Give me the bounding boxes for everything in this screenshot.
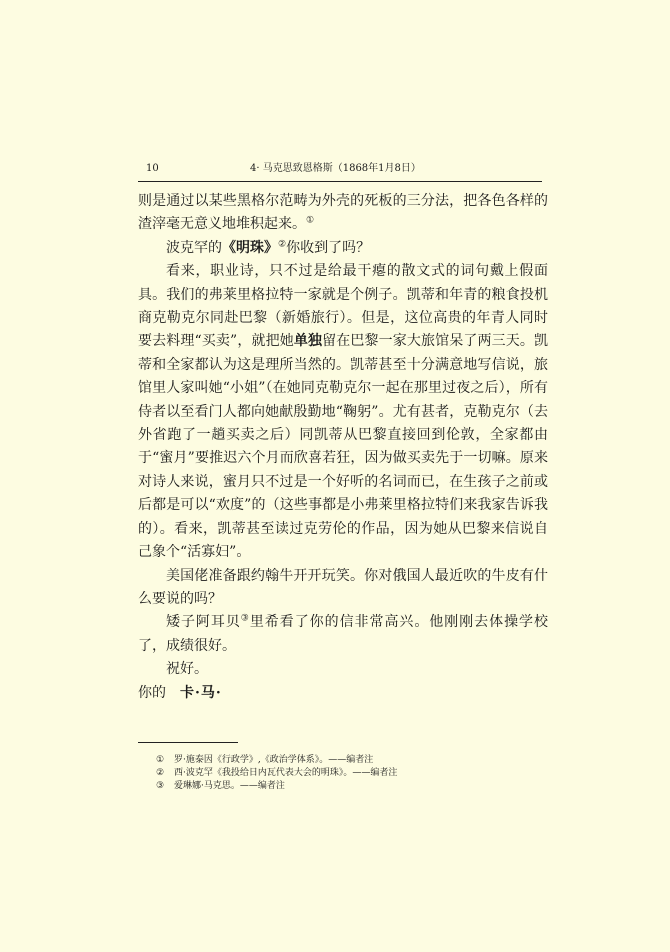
running-title: 4· 马克思致恩格斯（1868年1月8日） — [250, 163, 421, 174]
paragraph-2 — [138, 237, 548, 260]
signature: 卡·马· — [180, 684, 222, 701]
letter-body — [138, 190, 548, 705]
footnote-ref-3[interactable]: ③ — [240, 613, 250, 624]
page-header — [138, 160, 542, 178]
footnote-ref-2[interactable]: ② — [278, 239, 287, 250]
paragraph-4: 美国佬准备跟约翰牛开开玩笑。你对俄国人最近吹的牛皮有什么要说的吗？ — [138, 567, 548, 607]
footnote-text: 爱琳娜·马克思。——编者注 — [174, 781, 285, 791]
footnote-3 — [156, 780, 536, 793]
page-number: 10 — [146, 163, 159, 174]
paragraph-5 — [138, 611, 548, 658]
footnote-1 — [156, 754, 536, 767]
paragraph-2-text-b: 你收到了吗？ — [286, 239, 371, 256]
paragraph-3-text-a: 看来，职业诗，只不过是给最干瘪的散文式的词句戴上假面具。我们的弗莱里格拉特一家就是个例子。凯蒂和年青的粮食投机商克勒克尔同赴巴黎（新婚旅行）。但是，这位高贵的年青人同时要去料理“买卖”，就把她 — [138, 263, 548, 350]
book-title-pearls: 《明珠》 — [222, 239, 278, 256]
closing: 你的 — [138, 684, 166, 701]
footnotes — [156, 754, 536, 793]
footnote-text: 西·波克罕《我投给日内瓦代表大会的明珠》。——编者注 — [174, 768, 398, 778]
paragraph-5-text-b: 里希看了你的信非常高兴。他刚刚去体操学校了，成绩很好。 — [138, 614, 549, 654]
footnote-ref-1[interactable]: ① — [306, 215, 315, 226]
footnote-mark: ① — [156, 755, 165, 765]
greeting: 祝好。 — [166, 661, 208, 678]
footnote-2 — [156, 767, 536, 780]
header-rule — [138, 181, 542, 182]
paragraph-1-text: 则是通过以某些黑格尔范畴为外壳的死板的三分法，把各色各样的渣滓毫无意义地堆积起来。 — [138, 193, 548, 233]
paragraph-1 — [138, 190, 548, 237]
paragraph-3 — [138, 260, 548, 564]
footnote-rule — [138, 742, 238, 743]
footnote-mark: ② — [156, 768, 165, 778]
paragraph-5-text-a: 矮子阿耳贝 — [166, 614, 241, 631]
emphasis-alone: 单独 — [293, 333, 323, 350]
footnote-text: 罗·施泰因《行政学》,《政治学体系》。——编者注 — [174, 755, 374, 765]
footnote-mark: ③ — [156, 781, 165, 791]
paragraph-2-text-a: 波克罕的 — [166, 239, 222, 256]
paragraph-3-text-b: 留在巴黎一家大旅馆呆了两三天。凯蒂和全家都认为这是理所当然的。凯蒂甚至十分满意地写信说，旅馆里人家叫她“小姐”（在她同克勒克尔一起在那里过夜之后），所有侍者以至看门人都向她献殷勤地“鞠躬”。尤有甚者，克勒克尔（去外省跑了一趟买卖之后）同凯蒂从巴黎直接回到伦敦，全家都由于“蜜月”要推迟六个月而欣喜若狂，因为做买卖先于一切嘛。原来对诗人来说，蜜月只不过是一个好听的名词而已，在生孩子之前或后都是可以“欢度”的（这些事都是小弗莱里格拉特们来我家告诉我的）。看来，凯蒂甚至读过克劳伦的作品，因为她从巴黎来信说自己象个“活寡妇”。 — [138, 333, 549, 561]
signature-line — [138, 682, 548, 705]
